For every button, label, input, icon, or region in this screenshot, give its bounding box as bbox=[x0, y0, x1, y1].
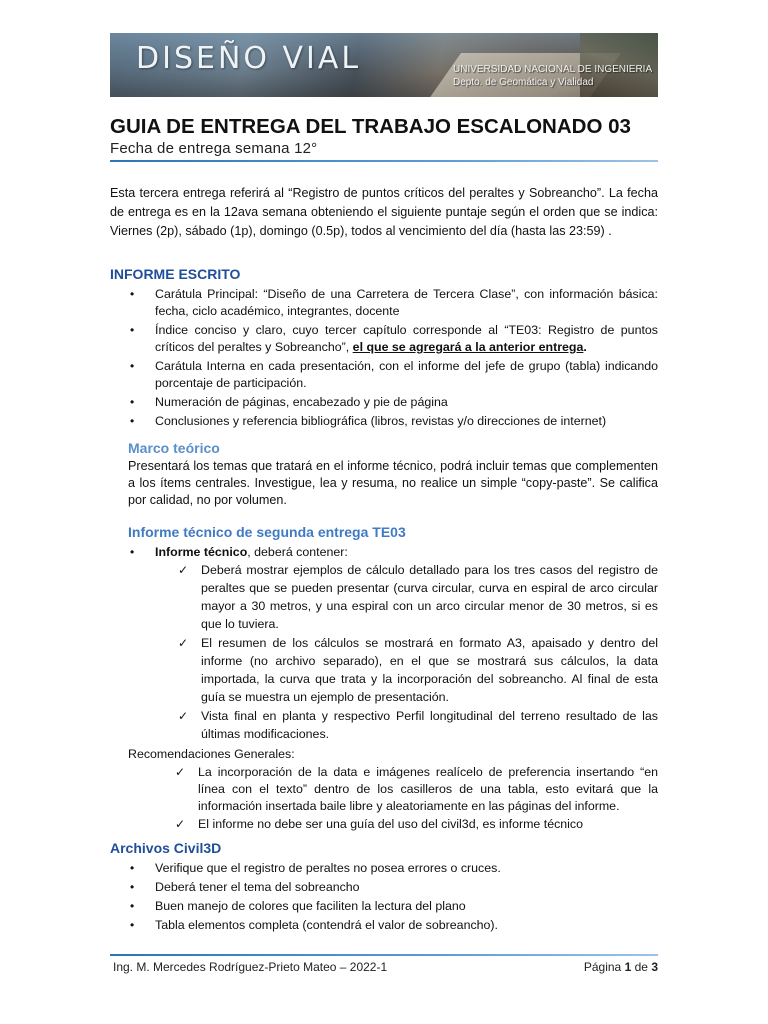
check-item: ✓ Deberá mostrar ejemplos de cálculo detallado para los tres casos del registro de peraltes que se pueden presentar (curva circular, curva en espiral de arco circular mayor a 30 metros, y una espiral con un arco circular menor de 30 metros, si es que lo tuviera. bbox=[178, 563, 658, 631]
list-item: • Numeración de páginas, encabezado y pie de página bbox=[130, 395, 448, 409]
check-icon: ✓ bbox=[175, 765, 186, 779]
list-item: • Índice conciso y claro, cuyo tercer capítulo corresponde al “TE03: Registro de puntos críticos del peraltes y Sobreancho”, el que se agregará a la anterior entrega. bbox=[130, 323, 658, 354]
list-item: • Buen manejo de colores que faciliten la lectura del plano bbox=[130, 899, 466, 913]
list-item: • Tabla elementos completa (contendrá el valor de sobreancho). bbox=[130, 918, 499, 932]
recommendations-heading: Recomendaciones Generales: bbox=[128, 747, 295, 761]
bullet-icon: • bbox=[130, 545, 135, 559]
banner-title: DISEÑO VIAL bbox=[136, 41, 362, 76]
list-item: • Informe técnico, deberá contener: bbox=[130, 545, 348, 559]
check-icon: ✓ bbox=[178, 563, 189, 577]
bullet-icon: • bbox=[130, 861, 135, 875]
emphasis-text: el que se agregará a la anterior entrega bbox=[352, 340, 584, 354]
bullet-icon: • bbox=[130, 414, 135, 428]
bullet-icon: • bbox=[130, 899, 135, 913]
check-item: ✓ La incorporación de la data e imágenes realícelo de preferencia insertando “en línea con el texto” dentro de los casilleros de una tabla, esto evitará que la información insertada baile libre y aleatoriamente en las páginas del informe. bbox=[175, 765, 658, 813]
page-title: GUIA DE ENTREGA DEL TRABAJO ESCALONADO 03 bbox=[110, 115, 631, 138]
section-heading-marco-teorico: Marco teórico bbox=[128, 440, 220, 456]
informe-escrito-list bbox=[128, 286, 658, 432]
bullet-icon: • bbox=[130, 287, 135, 301]
section-heading-informe-escrito: INFORME ESCRITO bbox=[110, 266, 241, 282]
check-icon: ✓ bbox=[178, 709, 189, 723]
check-item: ✓ El resumen de los cálculos se mostrará en formato A3, apaisado y dentro del informe (no archivo separado), en el que se mostrará sus cálculos, la data importada, la curva que trata y la incorporación del sobreancho. Al final de esta guía se muestra un ejemplo de presentación. bbox=[178, 636, 658, 704]
list-item: • Carátula Principal: “Diseño de una Carretera de Tercera Clase”, con información básica: fecha, ciclo académico, integrantes, docente bbox=[130, 287, 658, 318]
informe-tecnico-checklist bbox=[175, 561, 658, 744]
list-item: • Verifique que el registro de peraltes no posea errores o cruces. bbox=[130, 861, 501, 875]
check-item: ✓ El informe no debe ser una guía del uso del civil3d, es informe técnico bbox=[175, 817, 584, 831]
check-icon: ✓ bbox=[175, 817, 186, 831]
check-icon: ✓ bbox=[178, 636, 189, 650]
header-banner bbox=[110, 33, 658, 97]
footer-divider bbox=[110, 954, 658, 956]
recommendations-checklist bbox=[172, 764, 658, 834]
page-number: Página 1 de 3 bbox=[583, 960, 658, 974]
bullet-icon: • bbox=[130, 323, 135, 337]
list-item: • Conclusiones y referencia bibliográfica (libros, revistas y/o direcciones de internet) bbox=[130, 414, 607, 428]
section-heading-informe-tecnico: Informe técnico de segunda entrega TE03 bbox=[128, 524, 406, 540]
banner-institution bbox=[453, 63, 652, 89]
bullet-icon: • bbox=[130, 880, 135, 894]
intro-paragraph: Esta tercera entrega referirá al “Registro de puntos críticos del peraltes y Sobreancho”. La fecha de entrega es en la 12ava semana obteniendo el siguiente puntaje según el orden que se indica: Viernes (2p), sábado (1p), domingo (0.5p), todos al vencimiento del día (hasta las 23:59) . bbox=[110, 186, 658, 238]
marco-teorico-paragraph: Presentará los temas que tratará en el informe técnico, podrá incluir temas que complementen a los ítems centrales. Investigue, lea y resuma, no realice un simple “copy-paste”. Se califica por calidad, no por volumen. bbox=[128, 459, 658, 507]
page-subtitle: Fecha de entrega semana 12° bbox=[110, 140, 318, 157]
section-heading-archivos-civil3d: Archivos Civil3D bbox=[110, 840, 222, 856]
title-divider bbox=[110, 160, 658, 162]
bullet-icon: • bbox=[130, 359, 135, 373]
bullet-icon: • bbox=[130, 395, 135, 409]
banner-university: UNIVERSIDAD NACIONAL DE INGENIERIA bbox=[453, 64, 653, 75]
list-item: • Carátula Interna en cada presentación, con el informe del jefe de grupo (tabla) indicando porcentaje de participación. bbox=[130, 359, 658, 390]
bullet-icon: • bbox=[130, 918, 135, 932]
archivos-list bbox=[128, 860, 658, 936]
check-item: ✓ Vista final en planta y respectivo Perfil longitudinal del terreno resultado de las últimas modificaciones. bbox=[178, 709, 658, 741]
list-item: • Deberá tener el tema del sobreancho bbox=[130, 880, 360, 894]
footer-author: Ing. M. Mercedes Rodríguez-Prieto Mateo – 2022-1 bbox=[113, 960, 388, 974]
banner-department: Depto. de Geomática y Vialidad bbox=[453, 77, 594, 88]
